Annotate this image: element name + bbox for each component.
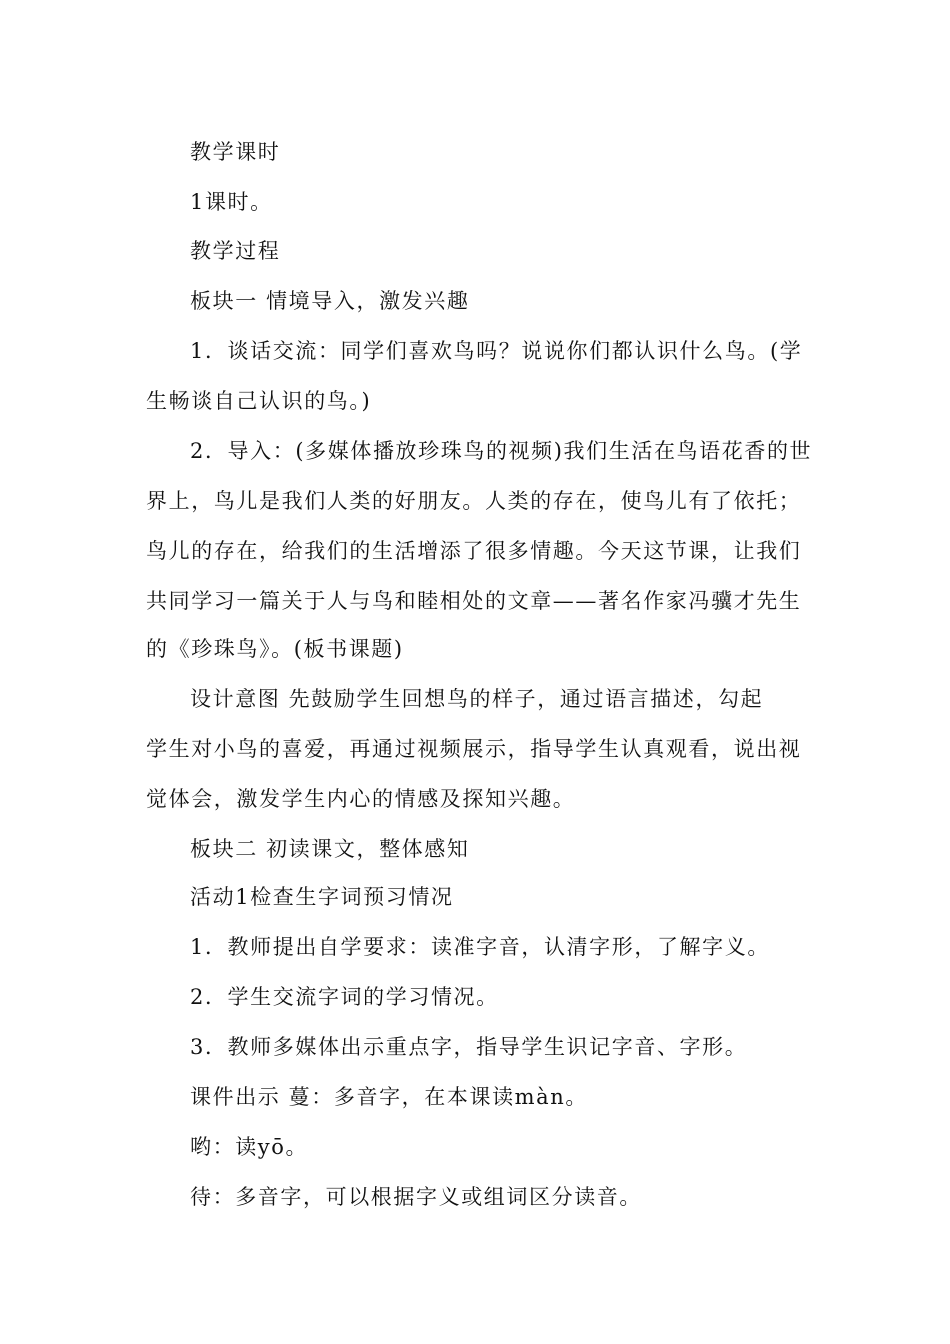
text-line: 2．学生交流字词的学习情况。: [190, 985, 499, 1009]
text-line: 学生对小鸟的喜爱，再通过视频展示，指导学生认真观看，说出视: [146, 737, 802, 761]
text-line: 界上，鸟儿是我们人类的好朋友。人类的存在，使鸟儿有了依托；: [146, 489, 802, 513]
text-line: 3．教师多媒体出示重点字，指导学生识记字音、字形。: [190, 1035, 748, 1059]
text-line: 设计意图 先鼓励学生回想鸟的样子，通过语言描述，勾起: [190, 687, 764, 711]
text-line: 觉体会，激发学生内心的情感及探知兴趣。: [146, 787, 576, 811]
text-line: 1．谈话交流：同学们喜欢鸟吗？说说你们都认识什么鸟。(学: [190, 339, 803, 363]
text-line: 2．导入：(多媒体播放珍珠鸟的视频)我们生活在鸟语花香的世: [190, 439, 813, 463]
text-line: 教学课时: [190, 140, 281, 164]
text-line: 活动1检查生字词预习情况: [190, 885, 454, 909]
text-line: 1．教师提出自学要求：读准字音，认清字形，了解字义。: [190, 935, 770, 959]
text-line: 待：多音字，可以根据字义或组词区分读音。: [190, 1185, 642, 1209]
section-heading: 板块一 情境导入，激发兴趣: [190, 289, 470, 313]
section-heading: 板块二 初读课文，整体感知: [190, 837, 470, 861]
text-line: 生畅谈自己认识的鸟。): [146, 389, 372, 413]
text-line: 鸟儿的存在，给我们的生活增添了很多情趣。今天这节课，让我们: [146, 539, 802, 563]
text-line: 课件出示 蔓：多音字，在本课读màn。: [190, 1085, 589, 1109]
text-line: 哟：读yō。: [190, 1135, 309, 1159]
text-line: 1课时。: [190, 190, 273, 214]
text-line: 教学过程: [190, 239, 281, 263]
text-line: 的《珍珠鸟》。(板书课题): [146, 637, 404, 661]
text-line: 共同学习一篇关于人与鸟和睦相处的文章——著名作家冯骥才先生: [146, 589, 802, 613]
